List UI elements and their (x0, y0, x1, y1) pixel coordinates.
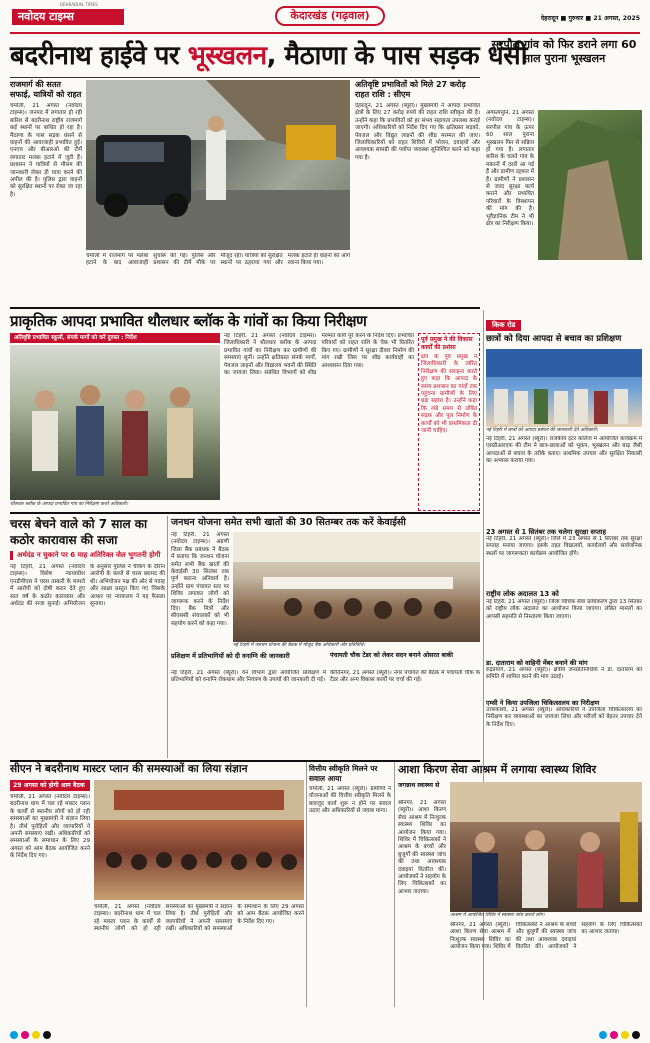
charas-headline: चरस बेचने वाले को 7 साल का कठोर कारावास की सजा (10, 517, 148, 547)
sion-photo (94, 780, 304, 900)
kick-h4: डा. दाताराम को वाहिनी मेंबर बनाने की मांग (486, 659, 588, 667)
crowd-image (94, 780, 304, 900)
students-image (486, 349, 642, 427)
lead-side-text: चमोली, 21 अगस्त (नवोदय टाइम्स)। जनपद में लगातार हो रही बारिश से बदरीनाथ राष्ट्रीय राजमार्ग कई स्थानों पर बाधित हो रहा है। मैठाणा के पास सड़क धंसने से वाहनों की आवाजाही प्रभावित हुई। एनएच और बीआरओ की टीमें लगातार मलबा हटाने में जुटी हैं। प्रशासन ने यात्रियों से मौसम की जानकारी लेकर ही यात्रा करने की अपील की है। पुलिस द्वारा वाहनों को सुरक्षित स्थानों पर रोका जा रहा है। (10, 103, 82, 198)
kick-headline: छात्रों को दिया आपदा से बचाव का प्रशिक्षण (486, 334, 622, 344)
asha-sub: जगन्नाथ स्वास्थ्य से (398, 782, 440, 789)
kick-text: नई टिहरी, 21 अगस्त (ब्यूरो)। राजकीय इंटर कॉलेज में आयोजित कार्यक्रम में एसडीआरएफ की टीम ने छात्र-छात्राओं को भूकंप, भूस्खलन और बाढ़ जैसी आपदाओं से बचाव के तरीके बताए। प्राथमिक उपचार और सुरक्षित निकासी का अभ्यास कराया गया। (486, 436, 642, 465)
asha-text-cont: श्रीनगर, 21 अगस्त (ब्यूरो)। आशा किरण सेवा आश्रम में निःशुल्क स्वास्थ्य शिविर का आयोजन किया गया। शिविर में चिकित्सकों ने आश्रम के बच्चों और बुजुर्गों की स्वास्थ्य जांच की तथा आवश्यक दवाइयां वितरित कीं। आयोजकों ने सहयोग के लिए चिकित्सकों का आभार जताया। (450, 922, 642, 951)
asha-text: श्रीनगर, 21 अगस्त (ब्यूरो)। आशा किरण सेवा आश्रम में निःशुल्क स्वास्थ्य शिविर का आयोजन किया गया। शिविर में चिकित्सकों ने आश्रम के बच्चों और बुजुर्गों की स्वास्थ्य जांच की तथा आवश्यक दवाइयां वितरित कीं। आयोजकों ने सहयोग के लिए चिकित्सकों का आभार जताया। (398, 800, 446, 895)
officials-image (10, 345, 220, 500)
column-rule (167, 516, 168, 758)
sion-mid (309, 764, 391, 1004)
lead-side-heading: राजमार्ग की सतत सफाई, यात्रियों को राहत (10, 80, 82, 99)
landslide-text: अगस्त्यमुनि, 21 अगस्त (नवोदय टाइम्स)। सरपौल गांव के ऊपर 60 साल पुराना भूस्खलन फिर से सक्रिय हो गया है। लगातार बारिश के चलते गांव के मकानों में दरारें आ गई हैं और ग्रामीण दहशत में हैं। ग्रामीणों ने प्रशासन से जल्द सुरक्षा कार्य कराने और प्रभावित परिवारों के विस्थापन की मांग की है। भूवैज्ञानिक टीम ने भी क्षेत्र का निरीक्षण किया। (486, 110, 534, 228)
col2-text: देहरादून, 21 अगस्त (ब्यूरो)। मुख्यमंत्री ने आपदा प्रभावित क्षेत्रों के लिए 27 करोड़ रुपये की राहत राशि स्वीकृत की है। उन्होंने कहा कि प्रभावितों को हर संभव सहायता उपलब्ध कराई जाएगी। अधिकारियों को निर्देश दिए गए कि क्षतिग्रस्त सड़कों, पेयजल और विद्युत लाइनों की शीघ्र मरम्मत की जाए। जिलाधिकारियों को राहत शिविरों में भोजन, दवाइयों और आवश्यक सामग्री की पर्याप्त व्यवस्था सुनिश्चित करने को कहा गया है। (355, 103, 480, 161)
janganana-text: नई टिहरी, 21 अगस्त (नवोदय टाइम्स)। अग्रणी जिला बैंक प्रबंधक ने बैठक में बताया कि जनधन योजना समेत सभी बैंक खातों की केवाईसी 30 सितंबर तक पूर्ण कराना अनिवार्य है। उन्होंने ग्राम पंचायत स्तर पर शिविर लगाकर लोगों को जागरूक करने के निर्देश दिए। बैंक मित्रों और सीएससी संचालकों को भी सहयोग करने को कहा गया। (171, 532, 229, 627)
janganana-text2: नई टिहरी, 21 अगस्त (ब्यूरो)। वन विभाग द्वारा आयोजित प्रशिक्षण में प्रतिभागियों को वनाग्नि रोकथाम और नियंत्रण के उपायों की जानकारी दी गई। (171, 670, 326, 684)
kick-text2: नई टिहरी, 21 अगस्त (ब्यूरो)। जिले में 23 अगस्त से 1 सितंबर तक सुरक्षा सप्ताह मनाया जाएगा। इसके तहत विद्यालयों, कार्यालयों और सार्वजनिक स्थलों पर जागरूकता कार्यक्रम आयोजित होंगे। (486, 536, 642, 557)
janganana-text3: कीर्तिनगर, 21 अगस्त (ब्यूरो)। नगर पंचायत की बैठक में पंचायती चौक के टेंडर और अन्य विकास कार्यों पर चर्चा की गई। (330, 670, 480, 684)
sion-text-cont: चमोली, 21 अगस्त (नवोदय टाइम्स)। बदरीनाथ धाम में चल रहे मास्टर प्लान के कार्यों से स्थानीय लोगों को हो रही समस्याओं का मुख्यमंत्री ने संज्ञान लिया है। तीर्थ पुरोहितों और व्यापारियों ने अपनी समस्याएं रखीं। अधिकारियों को समस्याओं के समाधान के लिए 29 अगस्त को आम बैठक आयोजित करने के निर्देश दिए गए। (94, 904, 304, 933)
lead-photo-text: चमोली में राजमार्ग पर मलबा हटाने के बाद आवाजाही सुचारू की गई। पुलिस और प्रशासन की टीमें मौके पर मौजूद रहीं। यात्रियों को सुरक्षित स्थानों पर ठहराया गया और मलबा हटाते ही वाहनों को आगे रवाना किया गया। (86, 253, 350, 267)
kick-h5: एम्सी ने किया उपजिला चिकित्सालय का निरीक्षण (486, 699, 600, 707)
kick-text4: रुद्रप्रयाग, 21 अगस्त (ब्यूरो)। क्षेत्रीय जनप्रतिनिधियों ने डा. दाताराम को समिति में शामिल करने की मांग उठाई। (486, 667, 642, 681)
asha-headline: आशा किरण सेवा आश्रम में लगाया स्वास्थ्य शिविर (398, 763, 597, 776)
health-camp-image (450, 782, 642, 912)
divider (10, 77, 480, 78)
janganana-caption: नई टिहरी में जनधन योजना की बैठक में मौजूद बैंक अधिकारी और प्रतिनिधि। (233, 643, 366, 648)
sion-mid-text: चमोली, 21 अगस्त (ब्यूरो)। ग्रामीणों ने योजनाओं की वित्तीय स्वीकृति मिलने के बावजूद कार्य शुरू न होने पर सवाल उठाए और अधिकारियों से जवाब मांगा। (309, 786, 391, 815)
hill-image (538, 110, 642, 260)
landslide-photo (538, 110, 642, 260)
inspection-headline: प्राकृतिक आपदा प्रभावित थौलधार ब्लॉक के गांवों का किया निरीक्षण (10, 312, 367, 330)
inspection-boxed: पूर्व प्रमुख ने की विकास कार्यों की प्रशंसा क्षेत्र के पूर्व प्रमुख ने जिलाधिकारी के त्वरित निरीक्षण की सराहना करते हुए कहा कि आपदा के समय प्रशासन का गांवों तक पहुंचना ग्रामीणों के लिए बड़ा सहारा है। उन्होंने कहा कि लंबे समय से लंबित सड़क और पुल निर्माण के कार्यों को भी प्राथमिकता दी जानी चाहिए। (418, 333, 480, 511)
divider (10, 307, 480, 309)
inspection-text: नई टिहरी, 21 अगस्त (नवोदय टाइम्स)। जिलाधिकारी ने थौलधार ब्लॉक के आपदा प्रभावित गांवों का निरीक्षण कर ग्रामीणों की समस्याएं सुनीं। उन्होंने क्षतिग्रस्त संपर्क मार्गों, पेयजल लाइनों और विद्यालय भवनों की स्थिति का जायजा लिया। संबंधित विभागों को शीघ्र मरम्मत कार्य पूरे करने के निर्देश दिए। प्रभावित परिवारों को राहत राशि के चेक भी वितरित किए गए। ग्रामीणों ने सुरक्षा दीवार निर्माण की मांग रखी जिस पर शीघ्र कार्यवाही का आश्वासन दिया गया। (224, 333, 414, 377)
landslide-road-image (86, 80, 350, 250)
masthead (0, 0, 650, 42)
landslide-box (486, 38, 642, 308)
charas-text: नई टिहरी, 21 अगस्त (नवोदय टाइम्स)। विशेष न्यायाधीश एनडीपीएस ने चरस तस्करी के मामले में आरोपी को दोषी करार देते हुए सात वर्ष के कठोर कारावास और अर्थदंड की सजा सुनाई। अभियोजन के अनुसार पुलिस ने चेकिंग के दौरान आरोपी के कब्जे से चरस बरामद की थी। अभियोजन पक्ष की ओर से गवाह और साक्ष्य प्रस्तुत किए गए जिसके आधार पर न्यायालय ने यह फैसला सुनाया। (10, 564, 165, 608)
asha-caption: आश्रम में आयोजित शिविर में स्वास्थ्य जांच कराते लोग। (450, 913, 545, 918)
inspection-photo (10, 345, 220, 500)
paper-name: नवोदय टाइम्स (18, 10, 74, 23)
kick-h2: 23 अगस्त से 1 सितंबर तक चलेगा सुरक्षा सप्ताह (486, 528, 606, 536)
column-rule (306, 762, 307, 1007)
lead-side-column (10, 80, 82, 305)
landslide-headline: सरपौल गांव को फिर डराने लगा 60 साल पुराना भूस्खलन (491, 38, 637, 65)
janganana-h3: पंचायती चौक टेंडर को लेकर सदन बनाने ओसरत बाकी (330, 652, 454, 659)
charas-sub: अर्थदंड न चुकाने पर 6 माह अतिरिक्त जेल भुगतनी होगी (10, 551, 165, 560)
sion-text: चमोली, 21 अगस्त (नवोदय टाइम्स)। बदरीनाथ धाम में चल रहे मास्टर प्लान के कार्यों से स्थानीय लोगों को हो रही समस्याओं का मुख्यमंत्री ने संज्ञान लिया है। तीर्थ पुरोहितों और व्यापारियों ने अपनी समस्याएं रखीं। अधिकारियों को समस्याओं के समाधान के लिए 29 अगस्त को आम बैठक आयोजित करने के निर्देश दिए गए। (10, 794, 90, 860)
sion-headline: सीएन ने बदरीनाथ मास्टर प्लान की समस्याओं का लिया संज्ञान (10, 763, 248, 775)
paper-name-box (12, 9, 124, 25)
column-rule (394, 762, 395, 1007)
janganana-photo (233, 532, 480, 642)
inspection-image-caption: थौलधार ब्लॉक के आपदा प्रभावित गांव का निरीक्षण करते अधिकारी। (10, 502, 129, 507)
meeting-image (233, 532, 480, 642)
section-title: केदारखंड (गढ़वाल) (275, 6, 385, 26)
date-line: देहरादून ■ गुरुवार ■ 21 अगस्त, 2025 (540, 15, 640, 22)
lead-col2 (355, 80, 480, 305)
col2-heading: अतिवृष्टि प्रभावितों को मिले 27 करोड़ राहत राशि : सीएम (355, 80, 466, 99)
kick-text3: नई टिहरी, 21 अगस्त (ब्यूरो)। जिला विधिक सेवा प्राधिकरण द्वारा 13 सितंबर को राष्ट्रीय लोक अदालत का आयोजन किया जाएगा। लंबित मामलों का आपसी सहमति से निस्तारण किया जाएगा। (486, 599, 642, 620)
sion-sub: 29 अगस्त को होगी आम बैठक (10, 780, 90, 791)
divider (10, 512, 480, 514)
kick-caption: नई टिहरी में छात्रों को आपदा प्रबंधन की जानकारी देते अधिकारी। (486, 428, 599, 433)
kick-photo (486, 349, 642, 427)
paper-tag: DEHRADUN, TIMES (60, 2, 98, 7)
kick-label: किक रोड (486, 320, 521, 331)
janganana-headline: जनधन योजना समेत सभी खातों की 30 सितम्बर तक करें केवाईसी (171, 517, 406, 528)
asha-photo (450, 782, 642, 912)
kick-text5: उत्तरकाशी, 21 अगस्त (ब्यूरो)। अधिकारियों ने उपजिला चिकित्सालय का निरीक्षण कर व्यवस्थाओं का जायजा लिया और मरीजों को बेहतर उपचार देने के निर्देश दिए। (486, 707, 642, 728)
masthead-rule (10, 32, 640, 34)
lead-photo (86, 80, 350, 250)
charas-block (10, 516, 165, 758)
lead-headline: बदरीनाथ हाईवे पर भूस्खलन, मैठाणा के पास सड़क धंसी (10, 41, 527, 71)
janganana-h2: प्रशिक्षण में प्रतिभागियों को दी वनाग्नि की जानकारी (171, 652, 290, 660)
registration-marks (599, 1029, 640, 1041)
kick-h3: राष्ट्रीय लोक अदालत 13 को (486, 590, 559, 598)
registration-marks (10, 1029, 51, 1041)
inspection-photo-caption: अतिवृष्टि प्रभावित स्कूलों, संपर्क मार्गों को करें दुरुस्त : निर्देश (10, 333, 220, 343)
sion-mid-heading: वित्तीय स्वीकृति मिलने पर सवाल आया (309, 764, 378, 783)
